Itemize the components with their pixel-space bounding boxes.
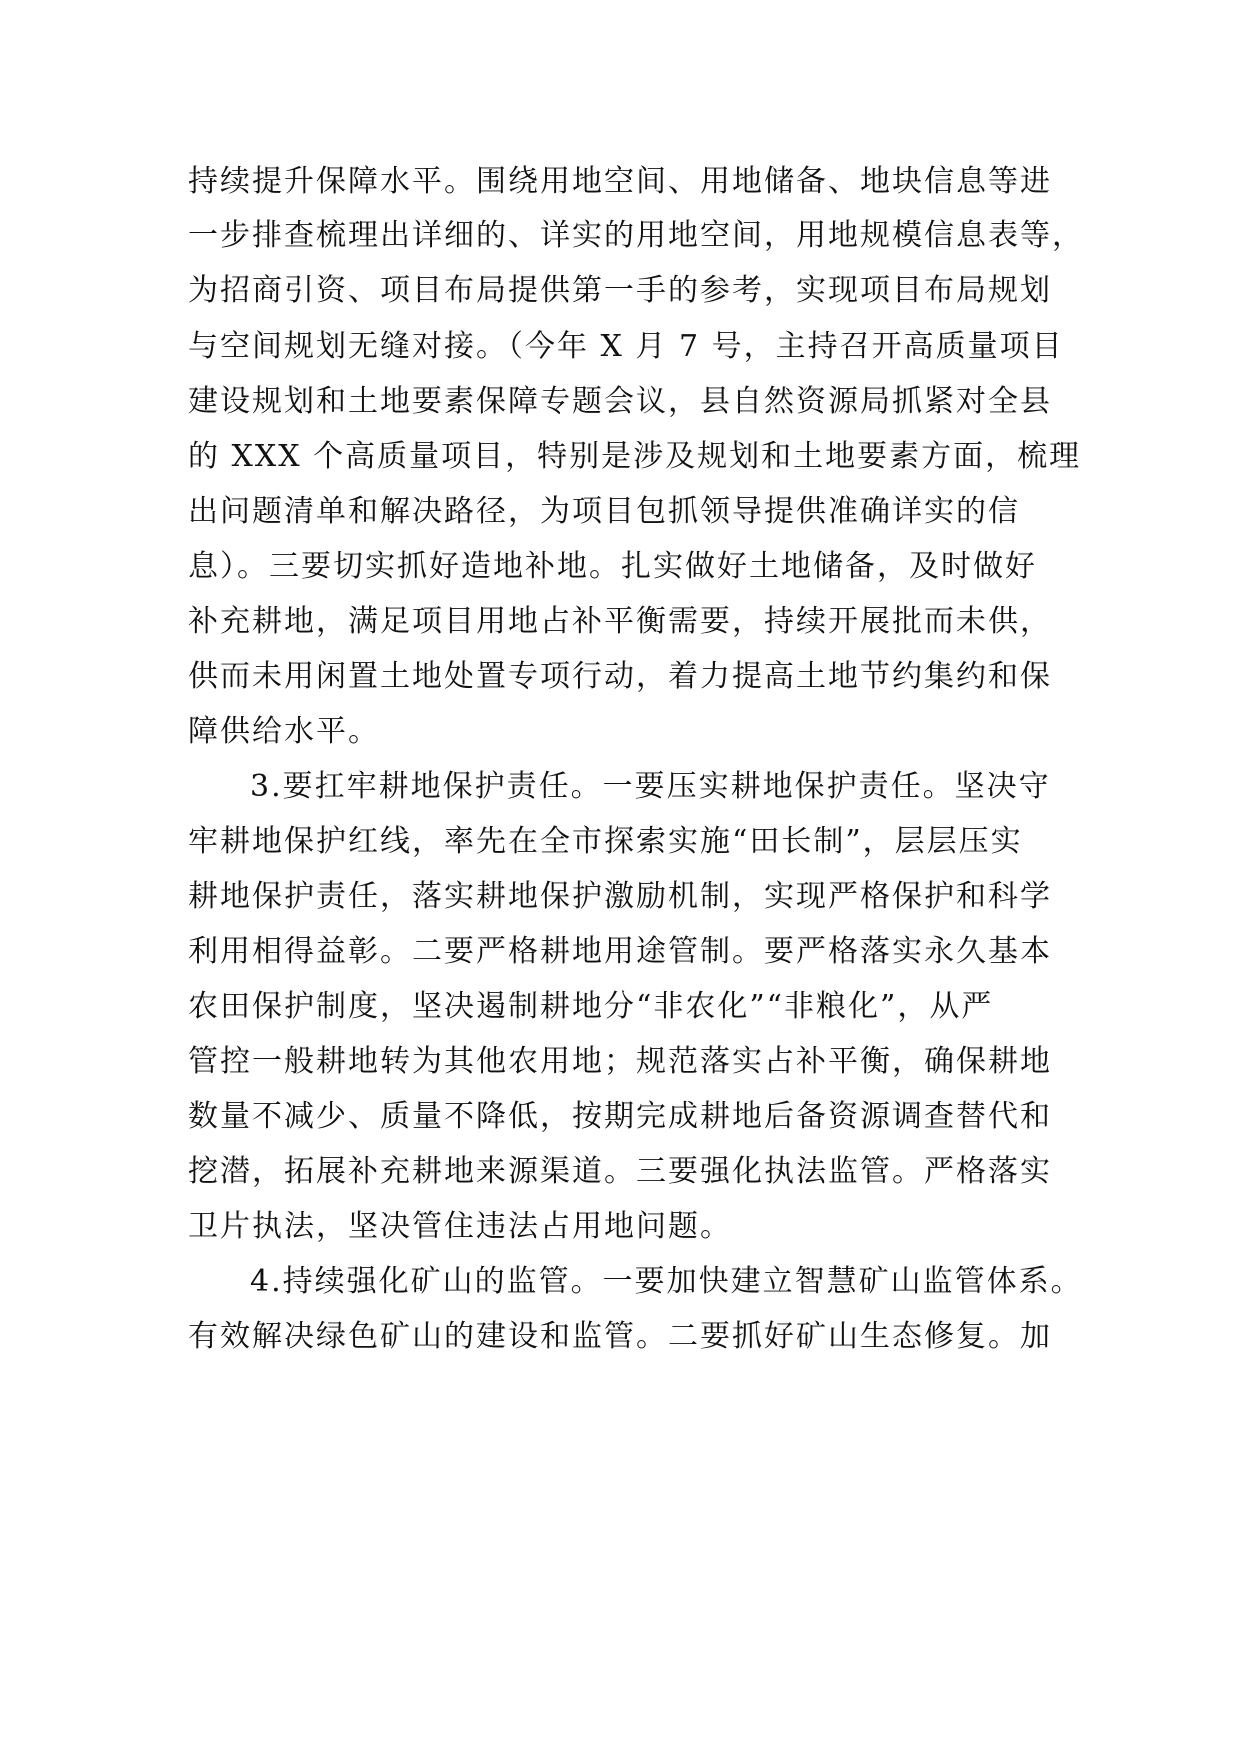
body-line: 挖潜，拓展补充耕地来源渠道。三要强化执法监管。严格落实: [188, 1154, 1052, 1189]
body-line: 的 XXX 个高质量项目，特别是涉及规划和土地要素方面，梳理: [188, 439, 1082, 474]
body-line: 建设规划和土地要素保障专题会议，县自然资源局抓紧对全县: [188, 384, 1052, 419]
body-line: 持续提升保障水平。围绕用地空间、用地储备、地块信息等进: [188, 164, 1052, 199]
body-line: 为招商引资、项目布局提供第一手的参考，实现项目布局规划: [188, 273, 1052, 308]
body-line: 出问题清单和解决路径，为项目包抓领导提供准确详实的信: [188, 494, 1020, 529]
body-line: 一步排查梳理出详细的、详实的用地空间，用地规模信息表等，: [188, 218, 1084, 253]
section-4-heading-line: 4.持续强化矿山的监管。一要加快建立智慧矿山监管体系。: [250, 1264, 1083, 1299]
body-line: 数量不减少、质量不降低，按期完成耕地后备资源调查替代和: [188, 1099, 1052, 1134]
body-line: 补充耕地，满足项目用地占补平衡需要，持续开展批而未供，: [188, 604, 1052, 639]
body-line: 供而未用闲置土地处置专项行动，着力提高土地节约集约和保: [188, 659, 1052, 694]
body-line: 卫片执法，坚决管住违法占用地问题。: [188, 1209, 732, 1244]
body-line: 耕地保护责任，落实耕地保护激励机制，实现严格保护和科学: [188, 879, 1052, 914]
body-line: 农田保护制度，坚决遏制耕地分“非农化”“非粮化”，从严: [188, 989, 994, 1024]
body-line: 障供给水平。: [188, 714, 380, 749]
body-line: 与空间规划无缝对接。（今年 X 月 7 号，主持召开高质量项目: [188, 329, 1064, 364]
body-line: 牢耕地保护红线，率先在全市探索实施“田长制”，层层压实: [188, 824, 1023, 859]
section-3-heading-line: 3.要扛牢耕地保护责任。一要压实耕地保护责任。坚决守: [250, 769, 1051, 804]
body-line: 有效解决绿色矿山的建设和监管。二要抓好矿山生态修复。加: [188, 1319, 1052, 1354]
body-line: 利用相得益彰。二要严格耕地用途管制。要严格落实永久基本: [188, 934, 1052, 969]
body-line: 息）。三要切实抓好造地补地。扎实做好土地储备，及时做好: [188, 549, 1037, 584]
body-line: 管控一般耕地转为其他农用地；规范落实占补平衡，确保耕地: [188, 1044, 1052, 1079]
